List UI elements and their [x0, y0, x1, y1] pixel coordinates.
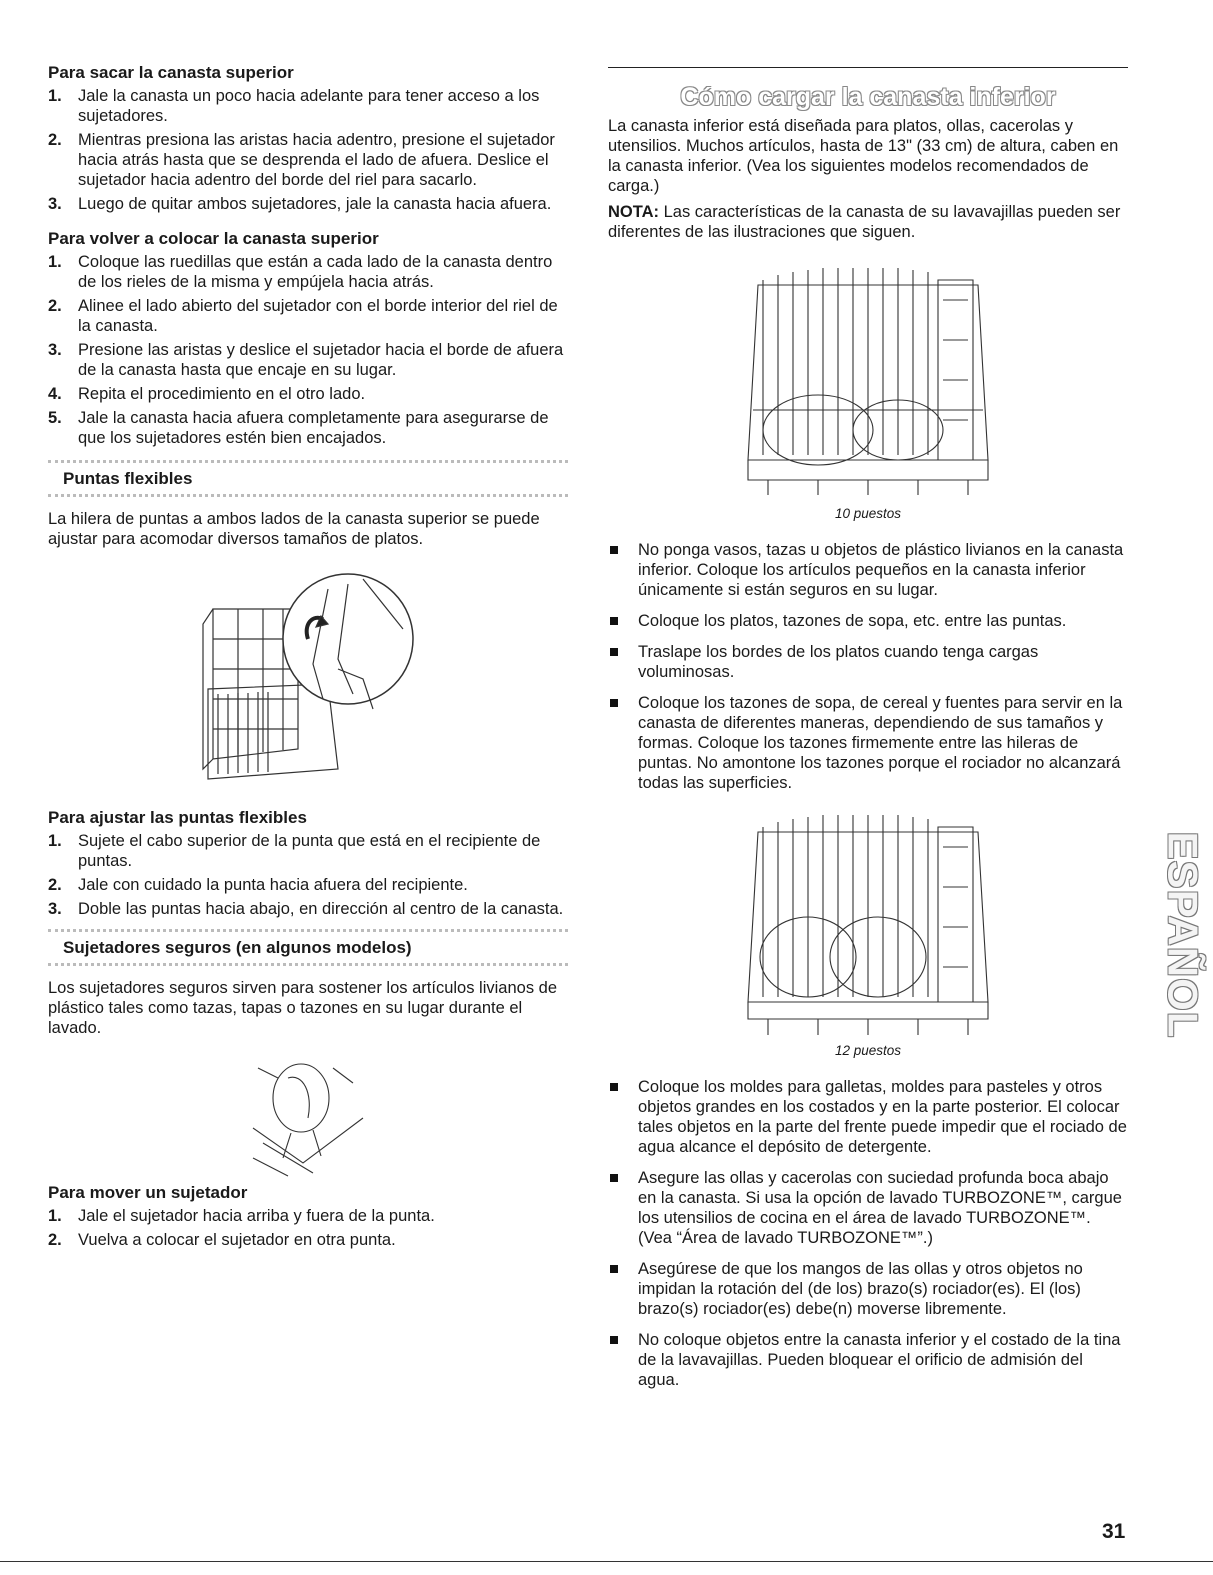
move-steps-list	[48, 1206, 568, 1250]
step-text: Vuelva a colocar el sujetador en otra punta.	[78, 1231, 396, 1249]
bottom-rule	[0, 1561, 1213, 1562]
list-item	[48, 899, 568, 919]
ten-place-setting-illustration	[738, 260, 998, 500]
step-text: Repita el procedimiento en el otro lado.	[78, 385, 366, 403]
step-number: 1.	[48, 832, 62, 850]
twelve-place-caption: 12 puestos	[834, 1043, 902, 1058]
adjust-tines-heading: Para ajustar las puntas flexibles	[48, 808, 307, 827]
replace-upper-rack-heading: Para volver a colocar la canasta superior	[48, 229, 379, 248]
step-number: 3.	[48, 195, 62, 213]
list-item: No ponga vasos, tazas u objetos de plástico livianos en la canasta inferior. Coloque los artículos pequeños en la canasta inferior únicamente si están seguros en su lugar.	[608, 540, 1128, 600]
list-item	[48, 1230, 568, 1250]
lower-rack-intro: La canasta inferior está diseñada para platos, ollas, cacerolas y utensilios. Muchos artículos, hasta de 13" (33 cm) de altura, caben en la canasta inferior. (Vea los siguientes modelos recomendados de carga.)	[608, 117, 1119, 195]
list-item	[48, 194, 568, 214]
secure-clip-illustration	[243, 1048, 373, 1178]
step-number: 2.	[48, 131, 62, 149]
list-item: Traslape los bordes de los platos cuando tenga cargas voluminosas.	[608, 642, 1128, 682]
list-item	[48, 252, 568, 292]
list-item: Asegúrese de que los mangos de las ollas y otros objetos no impidan la rotación del (de los) brazo(s) rociador(es). El (los) brazo(s) rociador(es) debe(n) moverse libremente.	[608, 1259, 1128, 1319]
step-text: Luego de quitar ambos sujetadores, jale la canasta hacia afuera.	[78, 195, 552, 213]
step-text: Doble las puntas hacia abajo, en dirección al centro de la canasta.	[78, 900, 564, 918]
step-number: 1.	[48, 87, 62, 105]
step-number: 4.	[48, 385, 62, 403]
replace-steps-list	[48, 252, 568, 448]
step-text: Jale con cuidado la punta hacia afuera del recipiente.	[78, 876, 468, 894]
flexible-tines-illustration	[188, 569, 428, 789]
note-paragraph	[608, 202, 1128, 242]
ten-place-caption: 10 puestos	[834, 506, 902, 521]
remove-steps-list	[48, 86, 568, 214]
step-text: Mientras presiona las aristas hacia adentro, presione el sujetador hacia atrás hasta que se desprenda el lado de afuera. Deslice el sujetador hacia adentro del borde del riel para sacarlo.	[78, 131, 555, 189]
list-item: Coloque los moldes para galletas, moldes para pasteles y otros objetos grandes en los costados y en la parte posterior. El colocar tales objetos en la parte del frente puede impedir que el rociado de agua alcance el depósito de detergente.	[608, 1077, 1128, 1157]
list-item	[48, 296, 568, 336]
section-title: Cómo cargar la canasta inferior	[680, 83, 1056, 111]
step-number: 2.	[48, 1231, 62, 1249]
language-label: ESPAÑOL	[1159, 831, 1207, 1039]
list-item	[48, 875, 568, 895]
step-text: Sujete el cabo superior de la punta que está en el recipiente de puntas.	[78, 832, 541, 870]
adjust-steps-list	[48, 831, 568, 919]
list-item	[48, 1206, 568, 1226]
step-text: Presione las aristas y deslice el sujetador hacia el borde de afuera de la canasta hasta que encaje en su lugar.	[78, 341, 564, 379]
flexible-tines-heading: Puntas flexibles	[48, 460, 568, 497]
secure-clips-text: Los sujetadores seguros sirven para sostener los artículos livianos de plástico tales como tazas, tapas o tazones en su lugar durante el lavado.	[48, 979, 558, 1037]
section-rule	[608, 67, 1128, 68]
step-number: 5.	[48, 409, 62, 427]
loading-tips-list	[608, 540, 1128, 793]
flexible-tines-text: La hilera de puntas a ambos lados de la canasta superior se puede ajustar para acomodar diversos tamaños de platos.	[48, 510, 540, 548]
list-item	[48, 831, 568, 871]
list-item	[48, 408, 568, 448]
step-number: 3.	[48, 900, 62, 918]
list-item: No coloque objetos entre la canasta inferior y el costado de la tina de la lavavajillas. Pueden bloquear el orificio de admisión del agua.	[608, 1330, 1128, 1390]
step-number: 1.	[48, 253, 62, 271]
remove-upper-rack-heading: Para sacar la canasta superior	[48, 63, 294, 82]
list-item	[48, 384, 568, 404]
step-text: Alinee el lado abierto del sujetador con el borde interior del riel de la canasta.	[78, 297, 558, 335]
secure-clips-heading: Sujetadores seguros (en algunos modelos)	[48, 929, 568, 966]
step-number: 2.	[48, 297, 62, 315]
list-item: Coloque los tazones de sopa, de cereal y fuentes para servir en la canasta de diferentes maneras, dependiendo de sus tamaños y formas. Coloque los tazones firmemente entre las hileras de puntas. No amontone los tazones porque el rociador no alcanzará todas las superficies.	[608, 693, 1128, 793]
list-item	[48, 340, 568, 380]
loading-tips-list-2	[608, 1077, 1128, 1390]
left-column	[48, 62, 568, 1254]
twelve-place-setting-illustration	[738, 807, 998, 1037]
list-item: Asegure las ollas y cacerolas con suciedad profunda boca abajo en la canasta. Si usa la opción de lavado TURBOZONE™, cargue los utensilios de cocina en el área de lavado TURBOZONE™. (Vea “Área de lavado TURBOZONE™”.)	[608, 1168, 1128, 1248]
step-number: 3.	[48, 341, 62, 359]
note-text: Las características de la canasta de su lavavajillas pueden ser diferentes de las ilustraciones que siguen.	[608, 203, 1121, 241]
move-clip-heading: Para mover un sujetador	[48, 1183, 248, 1202]
list-item	[48, 86, 568, 126]
step-number: 2.	[48, 876, 62, 894]
list-item	[48, 130, 568, 190]
list-item: Coloque los platos, tazones de sopa, etc. entre las puntas.	[608, 611, 1128, 631]
step-number: 1.	[48, 1207, 62, 1225]
language-side-tab	[1152, 810, 1212, 1060]
step-text: Coloque las ruedillas que están a cada lado de la canasta dentro de los rieles de la misma y empújela hacia atrás.	[78, 253, 553, 291]
right-column	[608, 62, 1128, 1401]
step-text: Jale la canasta un poco hacia adelante para tener acceso a los sujetadores.	[78, 87, 540, 125]
note-label: NOTA:	[608, 203, 660, 221]
step-text: Jale la canasta hacia afuera completamente para asegurarse de que los sujetadores estén bien encajados.	[78, 409, 549, 447]
step-text: Jale el sujetador hacia arriba y fuera de la punta.	[78, 1207, 435, 1225]
page-number: 31	[1102, 1520, 1126, 1543]
